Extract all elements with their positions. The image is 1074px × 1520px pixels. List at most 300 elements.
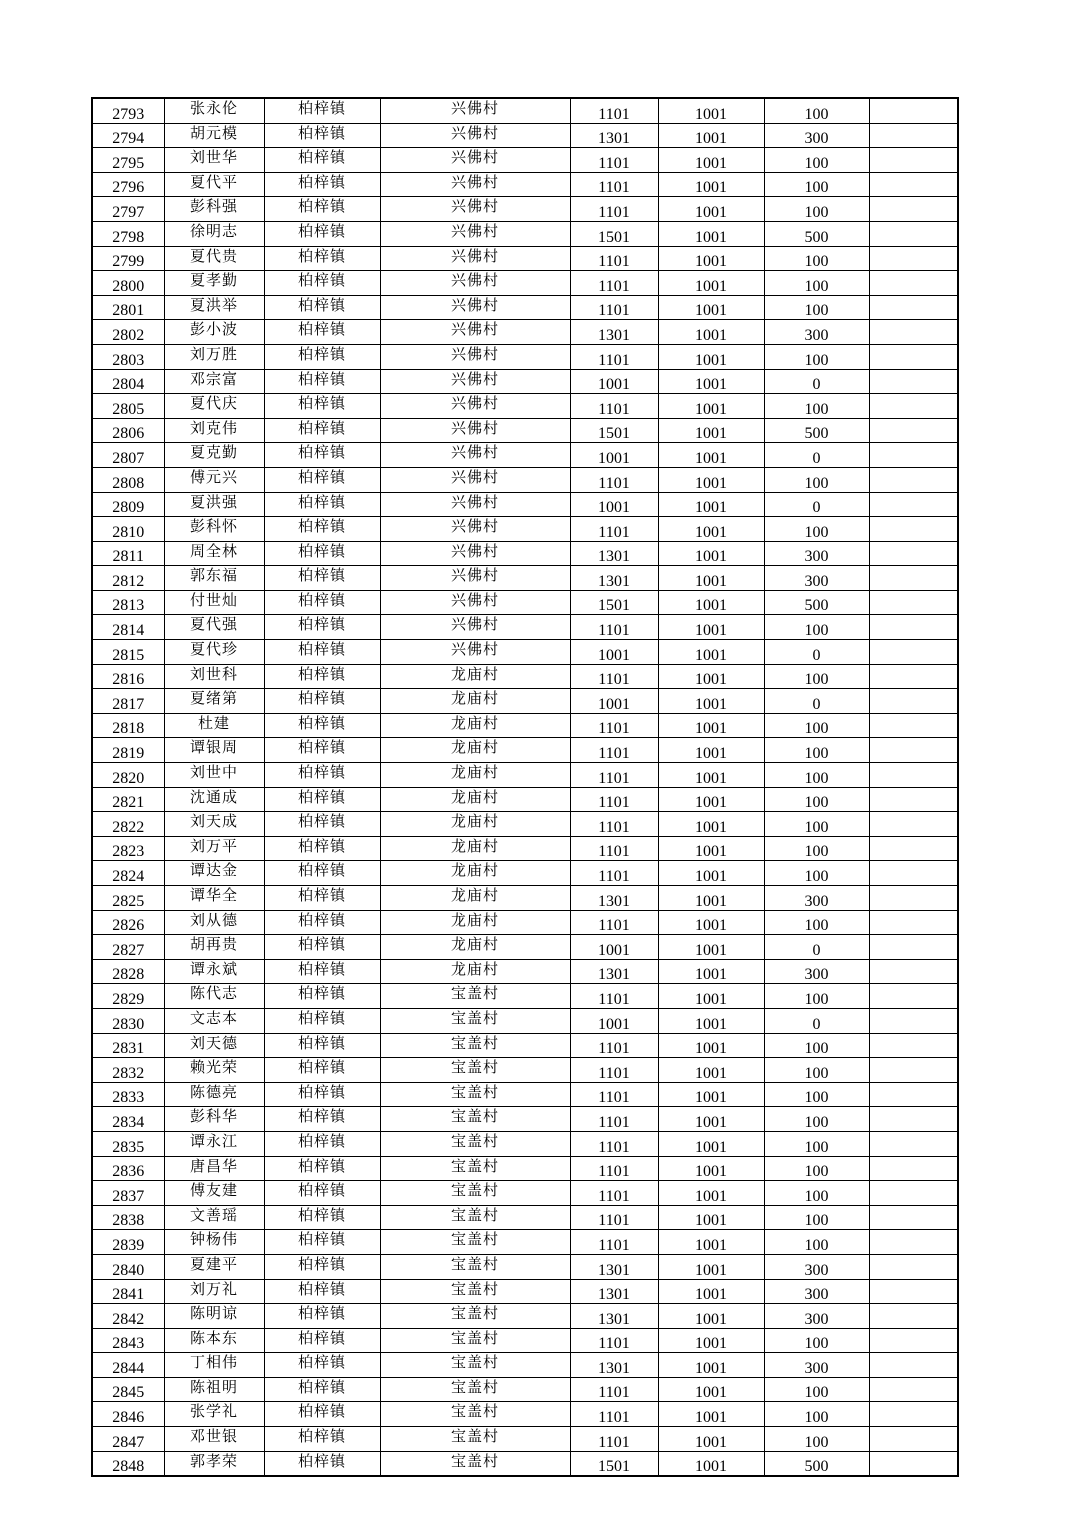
value-a-cell: 1501	[570, 1451, 658, 1476]
value-a-cell: 1001	[570, 369, 658, 394]
value-b-cell: 1001	[658, 271, 764, 296]
village-cell: 龙庙村	[380, 935, 570, 960]
name-cell: 陈明谅	[164, 1304, 264, 1329]
table-row	[92, 615, 958, 640]
note-cell	[869, 517, 958, 542]
note-cell	[869, 787, 958, 812]
row-number-cell: 2844	[92, 1353, 164, 1378]
value-a-cell: 1501	[570, 418, 658, 443]
name-cell: 陈德亮	[164, 1082, 264, 1107]
value-b-cell: 1001	[658, 861, 764, 886]
table-row	[92, 1058, 958, 1083]
village-cell: 龙庙村	[380, 738, 570, 763]
row-number-cell: 2808	[92, 467, 164, 492]
table-row	[92, 935, 958, 960]
name-cell: 郭孝荣	[164, 1451, 264, 1476]
value-c-cell: 100	[764, 197, 869, 222]
value-b-cell: 1001	[658, 1156, 764, 1181]
value-a-cell: 1101	[570, 787, 658, 812]
name-cell: 刘克伟	[164, 418, 264, 443]
town-cell: 柏梓镇	[264, 886, 380, 911]
note-cell	[869, 640, 958, 665]
village-cell: 宝盖村	[380, 1082, 570, 1107]
value-c-cell: 100	[764, 344, 869, 369]
name-cell: 夏克勤	[164, 443, 264, 468]
row-number-cell: 2822	[92, 812, 164, 837]
name-cell: 夏洪强	[164, 492, 264, 517]
name-cell: 谭达金	[164, 861, 264, 886]
name-cell: 张永伦	[164, 98, 264, 123]
value-a-cell: 1101	[570, 713, 658, 738]
village-cell: 兴佛村	[380, 221, 570, 246]
table-row	[92, 172, 958, 197]
village-cell: 兴佛村	[380, 467, 570, 492]
value-c-cell: 0	[764, 640, 869, 665]
row-number-cell: 2793	[92, 98, 164, 123]
note-cell	[869, 664, 958, 689]
value-a-cell: 1001	[570, 443, 658, 468]
table-row	[92, 640, 958, 665]
table-row	[92, 492, 958, 517]
table-row	[92, 1082, 958, 1107]
town-cell: 柏梓镇	[264, 1156, 380, 1181]
table-row	[92, 1181, 958, 1206]
table-row	[92, 369, 958, 394]
table-row	[92, 197, 958, 222]
note-cell	[869, 1427, 958, 1452]
name-cell: 夏建平	[164, 1254, 264, 1279]
table-row	[92, 861, 958, 886]
table-row	[92, 566, 958, 591]
value-a-cell: 1101	[570, 271, 658, 296]
note-cell	[869, 1033, 958, 1058]
table-row	[92, 1131, 958, 1156]
value-c-cell: 300	[764, 1279, 869, 1304]
row-number-cell: 2807	[92, 443, 164, 468]
name-cell: 邓世银	[164, 1427, 264, 1452]
value-c-cell: 100	[764, 713, 869, 738]
value-c-cell: 500	[764, 1451, 869, 1476]
town-cell: 柏梓镇	[264, 910, 380, 935]
value-b-cell: 1001	[658, 369, 764, 394]
value-a-cell: 1101	[570, 295, 658, 320]
town-cell: 柏梓镇	[264, 935, 380, 960]
name-cell: 郭东福	[164, 566, 264, 591]
name-cell: 刘万平	[164, 836, 264, 861]
note-cell	[869, 98, 958, 123]
name-cell: 胡元模	[164, 123, 264, 148]
row-number-cell: 2825	[92, 886, 164, 911]
value-a-cell: 1101	[570, 861, 658, 886]
name-cell: 夏洪举	[164, 295, 264, 320]
value-a-cell: 1101	[570, 984, 658, 1009]
value-a-cell: 1101	[570, 344, 658, 369]
village-cell: 宝盖村	[380, 1254, 570, 1279]
value-c-cell: 100	[764, 1205, 869, 1230]
name-cell: 沈通成	[164, 787, 264, 812]
town-cell: 柏梓镇	[264, 418, 380, 443]
value-b-cell: 1001	[658, 1008, 764, 1033]
value-b-cell: 1001	[658, 394, 764, 419]
village-cell: 宝盖村	[380, 1451, 570, 1476]
table-row	[92, 984, 958, 1009]
name-cell: 赖光荣	[164, 1058, 264, 1083]
table-row	[92, 1107, 958, 1132]
value-b-cell: 1001	[658, 1131, 764, 1156]
name-cell: 夏代平	[164, 172, 264, 197]
table-row	[92, 1279, 958, 1304]
value-c-cell: 100	[764, 763, 869, 788]
row-number-cell: 2842	[92, 1304, 164, 1329]
note-cell	[869, 344, 958, 369]
village-cell: 兴佛村	[380, 615, 570, 640]
table-row	[92, 221, 958, 246]
row-number-cell: 2834	[92, 1107, 164, 1132]
value-c-cell: 300	[764, 1353, 869, 1378]
village-cell: 兴佛村	[380, 123, 570, 148]
town-cell: 柏梓镇	[264, 1230, 380, 1255]
value-a-cell: 1101	[570, 1156, 658, 1181]
row-number-cell: 2803	[92, 344, 164, 369]
value-c-cell: 100	[764, 1427, 869, 1452]
town-cell: 柏梓镇	[264, 566, 380, 591]
note-cell	[869, 1008, 958, 1033]
value-c-cell: 100	[764, 836, 869, 861]
data-table	[91, 97, 959, 1477]
value-b-cell: 1001	[658, 1377, 764, 1402]
name-cell: 谭永江	[164, 1131, 264, 1156]
name-cell: 刘万胜	[164, 344, 264, 369]
note-cell	[869, 959, 958, 984]
town-cell: 柏梓镇	[264, 1107, 380, 1132]
town-cell: 柏梓镇	[264, 1131, 380, 1156]
town-cell: 柏梓镇	[264, 738, 380, 763]
value-c-cell: 0	[764, 492, 869, 517]
value-c-cell: 100	[764, 787, 869, 812]
town-cell: 柏梓镇	[264, 1205, 380, 1230]
note-cell	[869, 590, 958, 615]
value-a-cell: 1101	[570, 910, 658, 935]
village-cell: 宝盖村	[380, 1156, 570, 1181]
village-cell: 兴佛村	[380, 98, 570, 123]
value-a-cell: 1301	[570, 959, 658, 984]
value-b-cell: 1001	[658, 98, 764, 123]
town-cell: 柏梓镇	[264, 1033, 380, 1058]
value-b-cell: 1001	[658, 418, 764, 443]
name-cell: 夏代贵	[164, 246, 264, 271]
note-cell	[869, 492, 958, 517]
name-cell: 彭科华	[164, 1107, 264, 1132]
value-c-cell: 100	[764, 1058, 869, 1083]
village-cell: 龙庙村	[380, 812, 570, 837]
table-row	[92, 517, 958, 542]
town-cell: 柏梓镇	[264, 1427, 380, 1452]
village-cell: 兴佛村	[380, 369, 570, 394]
village-cell: 兴佛村	[380, 197, 570, 222]
note-cell	[869, 1230, 958, 1255]
row-number-cell: 2823	[92, 836, 164, 861]
village-cell: 龙庙村	[380, 713, 570, 738]
note-cell	[869, 418, 958, 443]
value-c-cell: 100	[764, 861, 869, 886]
note-cell	[869, 541, 958, 566]
name-cell: 胡再贵	[164, 935, 264, 960]
name-cell: 夏代珍	[164, 640, 264, 665]
value-a-cell: 1101	[570, 1181, 658, 1206]
note-cell	[869, 738, 958, 763]
village-cell: 兴佛村	[380, 295, 570, 320]
table-row	[92, 910, 958, 935]
value-b-cell: 1001	[658, 148, 764, 173]
table-body	[92, 98, 958, 1476]
name-cell: 陈祖明	[164, 1377, 264, 1402]
table-row	[92, 394, 958, 419]
note-cell	[869, 984, 958, 1009]
value-c-cell: 300	[764, 123, 869, 148]
value-c-cell: 500	[764, 418, 869, 443]
value-c-cell: 100	[764, 394, 869, 419]
village-cell: 宝盖村	[380, 1377, 570, 1402]
value-a-cell: 1101	[570, 246, 658, 271]
row-number-cell: 2799	[92, 246, 164, 271]
note-cell	[869, 615, 958, 640]
value-c-cell: 100	[764, 1181, 869, 1206]
value-c-cell: 100	[764, 1328, 869, 1353]
value-b-cell: 1001	[658, 689, 764, 714]
town-cell: 柏梓镇	[264, 246, 380, 271]
village-cell: 兴佛村	[380, 148, 570, 173]
village-cell: 兴佛村	[380, 172, 570, 197]
value-a-cell: 1101	[570, 836, 658, 861]
row-number-cell: 2821	[92, 787, 164, 812]
table-row	[92, 467, 958, 492]
town-cell: 柏梓镇	[264, 172, 380, 197]
village-cell: 兴佛村	[380, 541, 570, 566]
name-cell: 傅元兴	[164, 467, 264, 492]
name-cell: 谭永斌	[164, 959, 264, 984]
value-b-cell: 1001	[658, 640, 764, 665]
note-cell	[869, 320, 958, 345]
village-cell: 龙庙村	[380, 910, 570, 935]
table-row	[92, 1008, 958, 1033]
name-cell: 唐昌华	[164, 1156, 264, 1181]
town-cell: 柏梓镇	[264, 98, 380, 123]
village-cell: 龙庙村	[380, 664, 570, 689]
note-cell	[869, 221, 958, 246]
note-cell	[869, 910, 958, 935]
value-c-cell: 100	[764, 148, 869, 173]
name-cell: 刘世科	[164, 664, 264, 689]
town-cell: 柏梓镇	[264, 148, 380, 173]
note-cell	[869, 836, 958, 861]
value-b-cell: 1001	[658, 320, 764, 345]
row-number-cell: 2797	[92, 197, 164, 222]
value-a-cell: 1001	[570, 492, 658, 517]
value-c-cell: 500	[764, 221, 869, 246]
name-cell: 邓宗富	[164, 369, 264, 394]
note-cell	[869, 1377, 958, 1402]
table-row	[92, 246, 958, 271]
name-cell: 刘天德	[164, 1033, 264, 1058]
table-row	[92, 418, 958, 443]
village-cell: 宝盖村	[380, 1353, 570, 1378]
town-cell: 柏梓镇	[264, 1082, 380, 1107]
value-a-cell: 1101	[570, 197, 658, 222]
note-cell	[869, 1181, 958, 1206]
value-c-cell: 0	[764, 443, 869, 468]
value-b-cell: 1001	[658, 467, 764, 492]
table-row	[92, 787, 958, 812]
village-cell: 兴佛村	[380, 344, 570, 369]
table-row	[92, 689, 958, 714]
town-cell: 柏梓镇	[264, 123, 380, 148]
note-cell	[869, 886, 958, 911]
row-number-cell: 2839	[92, 1230, 164, 1255]
row-number-cell: 2848	[92, 1451, 164, 1476]
name-cell: 谭华全	[164, 886, 264, 911]
value-b-cell: 1001	[658, 1082, 764, 1107]
village-cell: 兴佛村	[380, 443, 570, 468]
table-row	[92, 123, 958, 148]
value-a-cell: 1101	[570, 467, 658, 492]
town-cell: 柏梓镇	[264, 1181, 380, 1206]
row-number-cell: 2804	[92, 369, 164, 394]
value-a-cell: 1301	[570, 1304, 658, 1329]
value-c-cell: 100	[764, 1156, 869, 1181]
table-row	[92, 1304, 958, 1329]
value-c-cell: 100	[764, 271, 869, 296]
name-cell: 丁相伟	[164, 1353, 264, 1378]
row-number-cell: 2833	[92, 1082, 164, 1107]
name-cell: 刘从德	[164, 910, 264, 935]
town-cell: 柏梓镇	[264, 492, 380, 517]
table-row	[92, 1230, 958, 1255]
value-c-cell: 100	[764, 664, 869, 689]
table-row	[92, 1353, 958, 1378]
town-cell: 柏梓镇	[264, 787, 380, 812]
row-number-cell: 2802	[92, 320, 164, 345]
name-cell: 文善瑶	[164, 1205, 264, 1230]
value-c-cell: 500	[764, 590, 869, 615]
row-number-cell: 2830	[92, 1008, 164, 1033]
name-cell: 夏代强	[164, 615, 264, 640]
village-cell: 宝盖村	[380, 1304, 570, 1329]
value-a-cell: 1001	[570, 935, 658, 960]
table-row	[92, 1451, 958, 1476]
town-cell: 柏梓镇	[264, 369, 380, 394]
name-cell: 周全林	[164, 541, 264, 566]
table-row	[92, 541, 958, 566]
table-row	[92, 664, 958, 689]
value-c-cell: 100	[764, 98, 869, 123]
note-cell	[869, 1131, 958, 1156]
value-b-cell: 1001	[658, 959, 764, 984]
value-b-cell: 1001	[658, 615, 764, 640]
value-b-cell: 1001	[658, 1058, 764, 1083]
note-cell	[869, 1451, 958, 1476]
note-cell	[869, 1156, 958, 1181]
value-a-cell: 1101	[570, 98, 658, 123]
value-c-cell: 100	[764, 172, 869, 197]
note-cell	[869, 123, 958, 148]
note-cell	[869, 271, 958, 296]
row-number-cell: 2845	[92, 1377, 164, 1402]
table-row	[92, 1033, 958, 1058]
table-row	[92, 443, 958, 468]
row-number-cell: 2837	[92, 1181, 164, 1206]
town-cell: 柏梓镇	[264, 1377, 380, 1402]
row-number-cell: 2800	[92, 271, 164, 296]
note-cell	[869, 1058, 958, 1083]
value-c-cell: 0	[764, 1008, 869, 1033]
village-cell: 宝盖村	[380, 1230, 570, 1255]
name-cell: 彭小波	[164, 320, 264, 345]
value-a-cell: 1101	[570, 763, 658, 788]
name-cell: 刘万礼	[164, 1279, 264, 1304]
note-cell	[869, 935, 958, 960]
value-c-cell: 300	[764, 959, 869, 984]
town-cell: 柏梓镇	[264, 664, 380, 689]
note-cell	[869, 812, 958, 837]
town-cell: 柏梓镇	[264, 812, 380, 837]
town-cell: 柏梓镇	[264, 320, 380, 345]
table-row	[92, 713, 958, 738]
table-row	[92, 98, 958, 123]
value-a-cell: 1001	[570, 689, 658, 714]
value-b-cell: 1001	[658, 664, 764, 689]
value-b-cell: 1001	[658, 812, 764, 837]
value-c-cell: 100	[764, 1230, 869, 1255]
table-row	[92, 295, 958, 320]
value-c-cell: 100	[764, 984, 869, 1009]
row-number-cell: 2814	[92, 615, 164, 640]
value-a-cell: 1001	[570, 1008, 658, 1033]
village-cell: 宝盖村	[380, 1402, 570, 1427]
town-cell: 柏梓镇	[264, 344, 380, 369]
note-cell	[869, 861, 958, 886]
village-cell: 宝盖村	[380, 1205, 570, 1230]
value-b-cell: 1001	[658, 935, 764, 960]
table-row	[92, 1254, 958, 1279]
value-a-cell: 1101	[570, 738, 658, 763]
village-cell: 龙庙村	[380, 787, 570, 812]
value-b-cell: 1001	[658, 1033, 764, 1058]
town-cell: 柏梓镇	[264, 1402, 380, 1427]
row-number-cell: 2841	[92, 1279, 164, 1304]
village-cell: 龙庙村	[380, 836, 570, 861]
row-number-cell: 2829	[92, 984, 164, 1009]
value-c-cell: 100	[764, 738, 869, 763]
town-cell: 柏梓镇	[264, 984, 380, 1009]
value-c-cell: 100	[764, 295, 869, 320]
village-cell: 龙庙村	[380, 959, 570, 984]
value-a-cell: 1501	[570, 221, 658, 246]
town-cell: 柏梓镇	[264, 517, 380, 542]
note-cell	[869, 295, 958, 320]
row-number-cell: 2805	[92, 394, 164, 419]
note-cell	[869, 1402, 958, 1427]
table-row	[92, 812, 958, 837]
row-number-cell: 2840	[92, 1254, 164, 1279]
note-cell	[869, 394, 958, 419]
name-cell: 刘天成	[164, 812, 264, 837]
value-a-cell: 1501	[570, 590, 658, 615]
row-number-cell: 2828	[92, 959, 164, 984]
value-c-cell: 0	[764, 689, 869, 714]
value-a-cell: 1101	[570, 1082, 658, 1107]
value-b-cell: 1001	[658, 1230, 764, 1255]
value-a-cell: 1101	[570, 172, 658, 197]
